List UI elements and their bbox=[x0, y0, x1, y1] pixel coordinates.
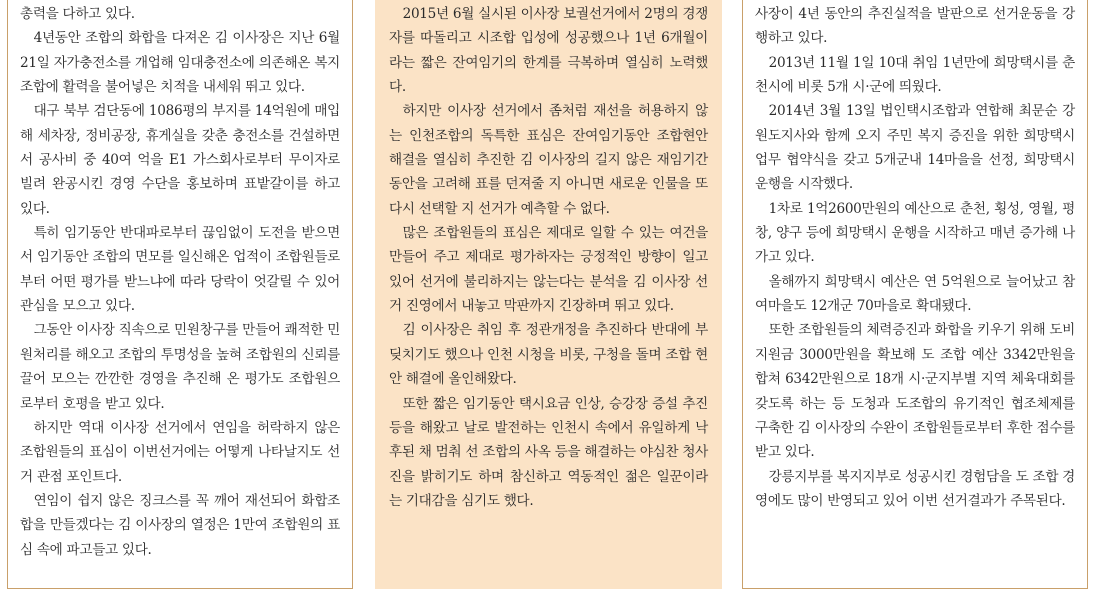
paragraph: 4년동안 조합의 화합을 다져온 김 이사장은 지난 6월 21일 자가충전소를 개업해 임대충전소에 의존해온 복지조합에 활력을 불어넣은 치적을 내세워 뛰고 있다. bbox=[20, 30, 340, 96]
paragraph: 2015년 6월 실시된 이사장 보궐선거에서 2명의 경쟁자를 따돌리고 시조합 입성에 성공했으나 1년 6개월이라는 짧은 잔여임기의 한계를 극복하며 열심히 노력했다. bbox=[389, 6, 708, 96]
paragraph: 하지만 역대 이사장 선거에서 연임을 허락하지 않은 조합원들의 표심이 이번선거에는 어떻게 나타날지도 선거 관점 포인트다. bbox=[20, 419, 340, 485]
paragraph: 많은 조합원들의 표심은 제대로 일할 수 있는 여건을 만들어 주고 제대로 평가하자는 긍정적인 방향이 일고 있어 선거에 불리하지는 않는다는 분석을 김 이사장 선거 진영에서 내놓고 막판까지 긴장하며 뛰고 있다. bbox=[389, 225, 708, 315]
paragraph: 김 이사장은 취임 후 정관개정을 추진하다 반대에 부딪치기도 했으나 인천 시청을 비롯, 구청을 돌며 조합 현안 해결에 올인해왔다. bbox=[389, 322, 708, 388]
paragraph: 총력을 다하고 있다. bbox=[20, 6, 135, 22]
column-text bbox=[755, 2, 1075, 513]
paragraph: 특히 임기동안 반대파로부터 끊임없이 도전을 받으면서 임기동안 조합의 면모를 일신해온 업적이 조합원들로부터 어떤 평가를 받느냐에 따라 당락이 엇갈릴 수 있어 관심을 모으고 있다. bbox=[20, 225, 340, 315]
paragraph: 사장이 4년 동안의 추진실적을 발판으로 선거운동을 강행하고 있다. bbox=[755, 6, 1075, 47]
paragraph: 1차로 1억2600만원의 예산으로 춘천, 횡성, 영월, 평창, 양구 등에 희망택시 운행을 시작하고 매년 증가해 나가고 있다. bbox=[755, 200, 1075, 266]
paragraph: 하지만 이사장 선거에서 좀처럼 재선을 허용하지 않는 인천조합의 독특한 표심은 잔여임기동안 조합현안 해결을 열심히 추진한 김 이사장의 길지 않은 재임기간 동안을 고려해 표를 던져줄 지 아니면 새로운 인물을 또다시 선택할 지 선거가 예측할 수 없다. bbox=[389, 103, 708, 217]
column-text bbox=[20, 2, 340, 562]
article-column-left bbox=[7, 0, 353, 589]
paragraph: 올해까지 희망택시 예산은 연 5억원으로 늘어났고 참여마을도 12개군 70마을로 확대됐다. bbox=[755, 273, 1075, 315]
column-text bbox=[389, 2, 708, 513]
paragraph: 2014년 3월 13일 법인택시조합과 연합해 최문순 강원도지사와 함께 오지 주민 복지 증진을 위한 희망택시 업무 협약식을 갖고 5개군내 14마을을 선정, 희망택시 운행을 시작했다. bbox=[755, 103, 1075, 193]
paragraph: 대구 북부 검단동에 1086평의 부지를 14억원에 매입해 세차장, 정비공장, 휴게실을 갖춘 충전소를 건설하면서 공사비 중 40여 억을 E1 가스회사로부터 무이자로 빌려 완공시킨 경영 수단을 홍보하며 표밭갈이를 하고 있다. bbox=[20, 103, 340, 217]
paragraph: 또한 조합원들의 체력증진과 화합을 키우기 위해 도비지원금 3000만원을 확보해 도 조합 예산 3342만원을 합쳐 6342만원으로 18개 시·군지부별 지역 체육대회를 갖도록 하는 등 도청과 도조합의 유기적인 협조체제를 구축한 김 이사장의 수완이 조합원들로부터 후한 점수를 받고 있다. bbox=[755, 322, 1076, 461]
paragraph: 2013년 11월 1일 10대 취임 1년만에 희망택시를 춘천시에 비롯 5개 시·군에 띄웠다. bbox=[755, 54, 1075, 96]
article-column-right bbox=[742, 0, 1088, 589]
paragraph: 또한 짧은 임기동안 택시요금 인상, 승강장 증설 추진 등을 해왔고 날로 발전하는 인천시 속에서 유일하게 낙후된 채 멈춰 선 조합의 사옥 등을 해결하는 야심찬 청사진을 밝히기도 하며 참신하고 역동적인 젊은 일꾼이라는 기대감을 심기도 했다. bbox=[389, 395, 708, 509]
article-column-middle bbox=[375, 0, 722, 589]
paragraph: 연임이 쉽지 않은 징크스를 꼭 깨어 재선되어 화합조합을 만들겠다는 김 이사장의 열정은 1만여 조합원의 표심 속에 파고들고 있다. bbox=[20, 492, 340, 558]
paragraph: 그동안 이사장 직속으로 민원창구를 만들어 쾌적한 민원처리를 해오고 조합의 투명성을 높혀 조합원의 신뢰를 끌어 모으는 깐깐한 경영을 추진해 온 평가도 조합원으로부터 호평을 받고 있다. bbox=[20, 322, 341, 412]
paragraph: 강릉지부를 복지지부로 성공시킨 경험담을 도 조합 경영에도 많이 반영되고 있어 이번 선거결과가 주목된다. bbox=[755, 468, 1076, 509]
